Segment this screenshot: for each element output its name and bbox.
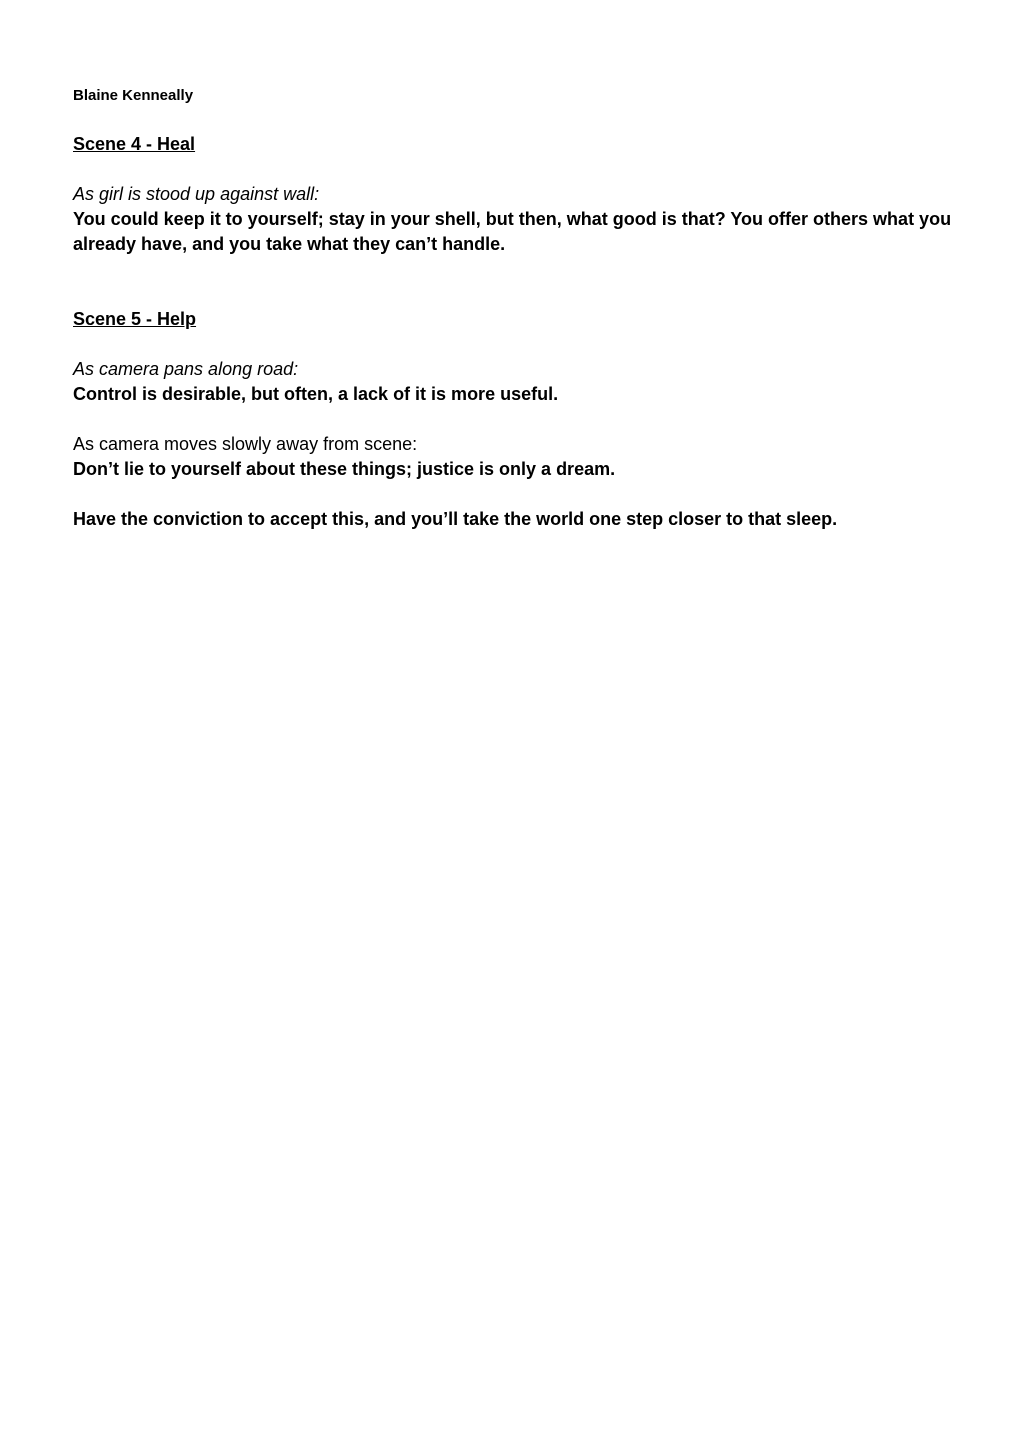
scene-5-line-2: Don’t lie to yourself about these things; justice is only a dream. [73, 459, 616, 479]
scene-4-line: You could keep it to yourself; stay in your shell, but then, what good is that? You offer others what you already have, and you take what they can’t handle. [73, 209, 952, 254]
scene-4-heading: Scene 4 - Heal [73, 134, 196, 154]
scene-5-direction-1: As camera pans along road: [73, 359, 299, 379]
scene-5-line-3: Have the conviction to accept this, and you’ll take the world one step closer to that sleep. [73, 509, 838, 529]
scene-5-heading: Scene 5 - Help [73, 309, 197, 329]
scene-4-direction: As girl is stood up against wall: [73, 184, 320, 204]
scene-5-direction-2: As camera moves slowly away from scene: [73, 434, 418, 454]
author-name: Blaine Kenneally [73, 87, 194, 104]
scene-5-line-1: Control is desirable, but often, a lack of it is more useful. [73, 384, 559, 404]
